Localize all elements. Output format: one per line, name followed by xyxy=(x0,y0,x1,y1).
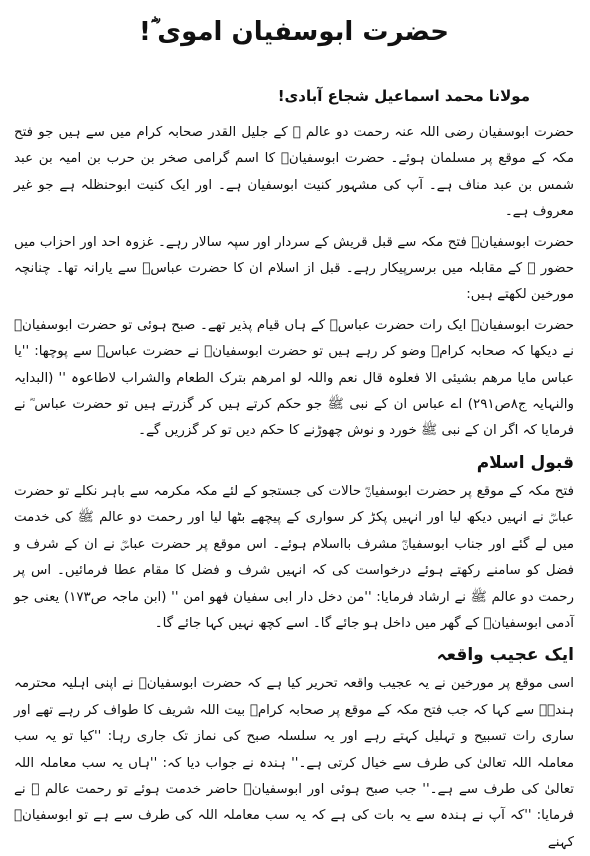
article-title: حضرت ابوسفیان اموی ؓ! xyxy=(138,17,450,47)
paragraph-narration: حضرت ابوسفیانؓ ایک رات حضرت عباسؓ کے ہاں قیام پذیر تھے۔ صبح ہوئی تو حضرت ابوسفیانؓ نے دیکھا کہ صحابہ کرامؓ وضو کر رہے ہیں تو حضرت ابوسفیانؓ نے حضرت عباسؓ سے پوچھا: ''یا عباس مایا مرھم بشیئی الا فعلوہ قال نعم واللہ لو امرھم بترک الطعام والشراب لاطاعوہ '' (البدایہ والنہایہ ج۸ص۲۹۱) اے عباس ان کے نبی ﷺ جو حکم کرتے ہیں کر گزرتے ہیں تو حضرت عباس ؓ نے فرمایا کہ اگر ان کے نبی ﷺ خورد و نوش چھوڑنے کا حکم دیں تو کر گزریں گے۔ xyxy=(14,317,574,439)
section-heading-strange-incident: ایک عجیب واقعہ xyxy=(436,645,574,666)
paragraph-intro: حضرت ابوسفیان رضی اللہ عنہ رحمت دو عالم ﷺ کے جلیل القدر صحابہ کرام میں سے ہیں جو فتح مکہ کے موقع پر مسلمان ہوئے۔ حضرت ابوسفیانؓ کا اسم گرامی صخر بن حرب بن امیہ بن عبد شمس بن عبد مناف ہے۔ آپ کی مشہور کنیت ابوسفیان ہے۔ اور ایک کنیت ابوحنظلہ ہے جو غیر معروف ہے۔ xyxy=(14,125,574,220)
section-heading-accepting-islam: قبول اسلام xyxy=(476,452,574,473)
section-text-strange-incident: اسی موقع پر مورخین نے یہ عجیب واقعہ تحریر کیا ہے کہ حضرت ابوسفیانؓ نے اپنی اہلیہ محترمہ ہندہؓ سے کہا کہ جب فتح مکہ کے موقع پر صحابہ کرامؓ بیت اللہ شریف کا طواف کر رہے تھے اور ساری رات تسبیح و تہلیل کہتے رہے اور یہ سلسلہ صبح کی نماز تک جاری رہا: ''کیا تو یہ سب معاملہ اللہ تعالیٰ کی طرف سے خیال کرتی ہے۔'' ہندہ نے جواب دیا کہ: ''ہاں یہ سب معاملہ اللہ تعالیٰ کی طرف سے ہے۔'' جب صبح ہوئی اور ابوسفیانؓ حاضر خدمت ہوئے تو رحمت عالم ﷺ نے فرمایا: ''کہ آپ نے ہندہ سے یہ بات کی ہے کہ یہ سب معاملہ اللہ کی طرف سے ہے تو ابوسفیانؓ کہنے xyxy=(14,676,574,850)
author-name: مولانا محمد اسماعیل شجاع آبادی! xyxy=(277,87,530,105)
paragraph-background: حضرت ابوسفیانؓ فتح مکہ سے قبل قریش کے سردار اور سپہ سالار رہے۔ غزوہ احد اور احزاب میں حضور ﷺ کے مقابلہ میں برسرپیکار رہے۔ قبل از اسلام ان کا حضرت عباسؓ سے یارانہ تھا۔ چنانچہ مورخین لکھتے ہیں: xyxy=(14,234,574,303)
section-text-accepting-islam: فتح مکہ کے موقع پر حضرت ابوسفیانؓ حالات کی جستجو کے لئے مکہ مکرمہ سے باہر نکلے تو حضرت عباسؓ نے انہیں دیکھ لیا اور انہیں پکڑ کر سواری کے پیچھے بٹھا لیا اور رحمت دو عالم ﷺ کی خدمت میں لے گئے اور جناب ابوسفیانؓ مشرف بااسلام ہوئے۔ اس موقع پر حضرت عباسؓ نے ان کے شرف و فضل کو سامنے رکھتے ہوئے درخواست کی کہ انہیں شرف و فضل کا مقام عطا فرمائیں۔ اس پر رحمت دو عالم ﷺ نے ارشاد فرمایا: ''من دخل دار ابی سفیان فھو امن '' (ابن ماجہ ص۱۷۳) یعنی جو آدمی ابوسفیانؓ کے گھر میں داخل ہو جائے گا۔ اسے کچھ نہیں کہا جائے گا۔ xyxy=(14,483,574,631)
